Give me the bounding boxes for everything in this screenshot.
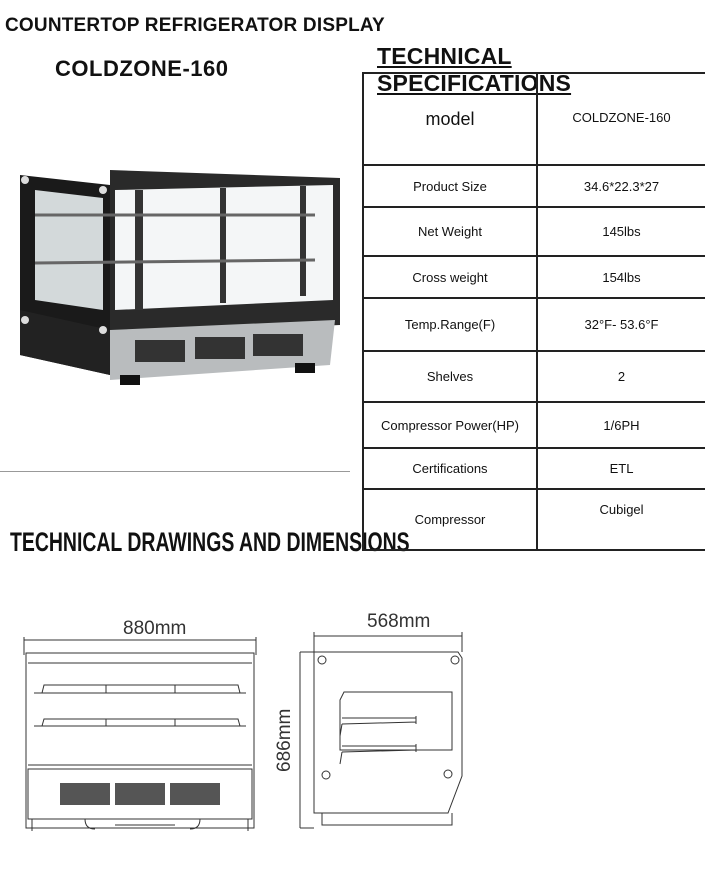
spec-label: Product Size (363, 165, 537, 207)
table-row (363, 489, 705, 550)
spec-value: 154lbs (537, 256, 705, 298)
spec-label: Compressor Power(HP) (363, 402, 537, 448)
table-row (363, 256, 705, 298)
spec-value: COLDZONE-160 (537, 73, 705, 165)
spec-value: 1/6PH (537, 402, 705, 448)
spec-value: 32°F- 53.6°F (537, 298, 705, 351)
table-row (363, 207, 705, 256)
spec-value: Cubigel (537, 489, 705, 550)
table-row (363, 351, 705, 402)
spec-value: ETL (537, 448, 705, 489)
spec-label: Temp.Range(F) (363, 298, 537, 351)
table-row (363, 73, 705, 165)
side-view-drawing (298, 628, 468, 833)
spec-label: Net Weight (363, 207, 537, 256)
depth-dimension: 568mm (367, 611, 431, 632)
spec-value: 34.6*22.3*27 (537, 165, 705, 207)
specs-table (362, 72, 705, 551)
section-divider (0, 471, 350, 472)
model-name: COLDZONE-160 (55, 56, 229, 81)
document-title: COUNTERTOP REFRIGERATOR DISPLAY (5, 15, 385, 36)
spec-label: Compressor (363, 489, 537, 550)
table-row (363, 165, 705, 207)
table-row (363, 448, 705, 489)
table-row (363, 298, 705, 351)
spec-label: Shelves (363, 351, 537, 402)
spec-label: Cross weight (363, 256, 537, 298)
height-dimension: 686mm (274, 708, 295, 772)
product-image (15, 160, 345, 390)
front-view-drawing (20, 635, 265, 835)
spec-label: Certifications (363, 448, 537, 489)
spec-value: 145lbs (537, 207, 705, 256)
drawings-title: TECHNICAL DRAWINGS AND DIMENSIONS (10, 527, 410, 557)
spec-label: model (363, 73, 537, 165)
table-row (363, 402, 705, 448)
spec-value: 2 (537, 351, 705, 402)
width-dimension: 880mm (123, 618, 187, 639)
specs-title: TECHNICAL SPECIFICATIONS (377, 43, 572, 96)
